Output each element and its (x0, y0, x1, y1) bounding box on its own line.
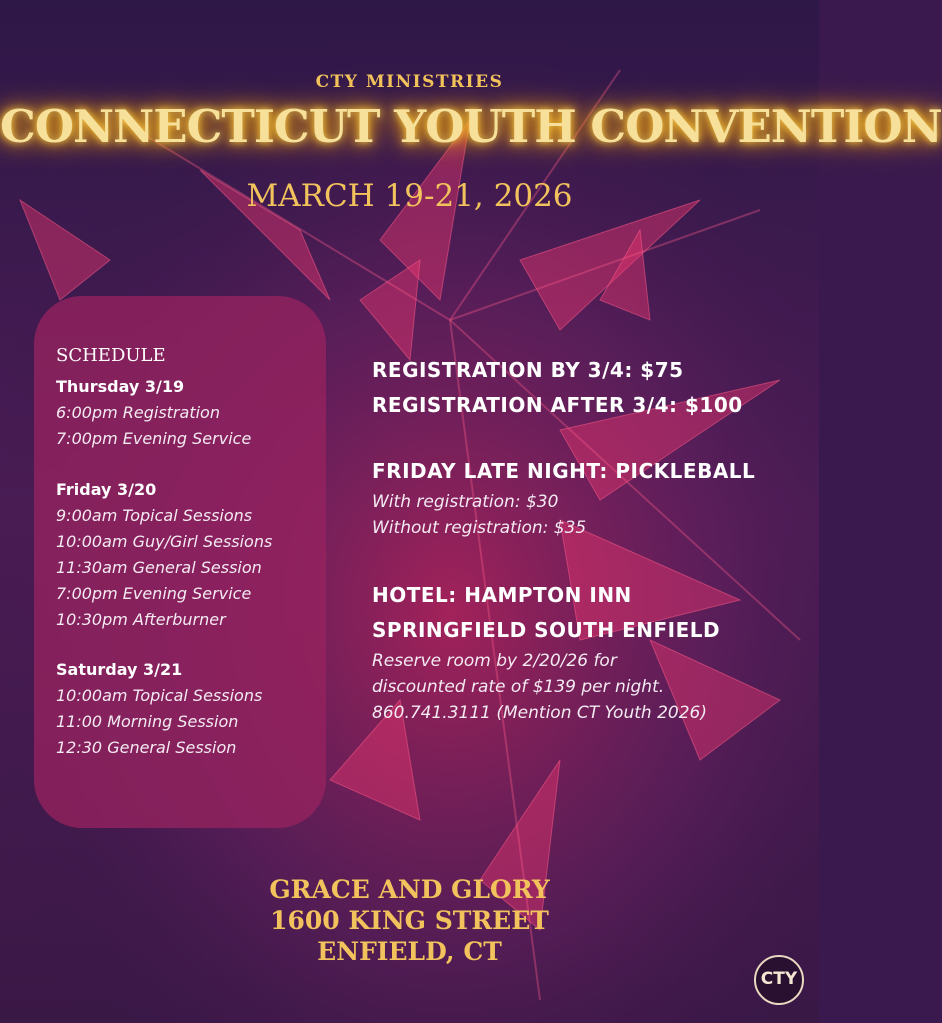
day-label: Friday 3/20 (56, 480, 157, 499)
schedule-event: 11:00 Morning Session (56, 712, 239, 731)
schedule-heading: SCHEDULE (56, 345, 166, 366)
schedule-event: 6:00pm Registration (56, 403, 220, 422)
schedule-event: 10:00am Guy/Girl Sessions (56, 532, 273, 551)
hotel-rate: discounted rate of $139 per night. (372, 677, 665, 697)
schedule-event: 11:30am General Session (56, 558, 262, 577)
registration-prices (372, 353, 743, 423)
schedule-event: 10:00am Topical Sessions (56, 686, 263, 705)
hotel-phone: 860.741.3111 (Mention CT Youth 2026) (372, 703, 707, 723)
venue-street: 1600 KING STREET (270, 906, 549, 935)
venue-address (0, 874, 819, 967)
venue-city: ENFIELD, CT (317, 937, 502, 966)
schedule-event: 7:00pm Evening Service (56, 429, 252, 448)
venue-name: GRACE AND GLORY (269, 875, 550, 904)
event-dates: MARCH 19-21, 2026 (246, 178, 573, 214)
hotel-reserve-note: Reserve room by 2/20/26 for (372, 651, 617, 671)
schedule-event: 9:00am Topical Sessions (56, 506, 253, 525)
schedule-event: 12:30 General Session (56, 738, 237, 757)
schedule-thursday (56, 374, 336, 452)
day-label: Saturday 3/21 (56, 660, 183, 679)
hotel-section (372, 578, 720, 726)
pickleball-section (372, 454, 755, 541)
pickleball-without-registration: Without registration: $35 (372, 518, 587, 538)
organization-name: CTY MINISTRIES (315, 72, 504, 92)
registration-early: REGISTRATION BY 3/4: $75 (372, 358, 684, 382)
hotel-location: SPRINGFIELD SOUTH ENFIELD (372, 618, 721, 642)
hotel-name: HOTEL: HAMPTON INN (372, 583, 632, 607)
schedule-friday (56, 477, 336, 633)
schedule-saturday (56, 657, 336, 761)
pickleball-title: FRIDAY LATE NIGHT: PICKLEBALL (372, 459, 756, 483)
cty-logo (754, 955, 804, 1005)
event-title: CONNECTICUT YOUTH CONVENTION (0, 100, 942, 153)
schedule-event: 10:30pm Afterburner (56, 610, 226, 629)
registration-late: REGISTRATION AFTER 3/4: $100 (372, 393, 743, 417)
logo-text: CTY (760, 969, 798, 989)
schedule-event: 7:00pm Evening Service (56, 584, 252, 603)
day-label: Thursday 3/19 (56, 377, 185, 396)
pickleball-with-registration: With registration: $30 (372, 492, 559, 512)
